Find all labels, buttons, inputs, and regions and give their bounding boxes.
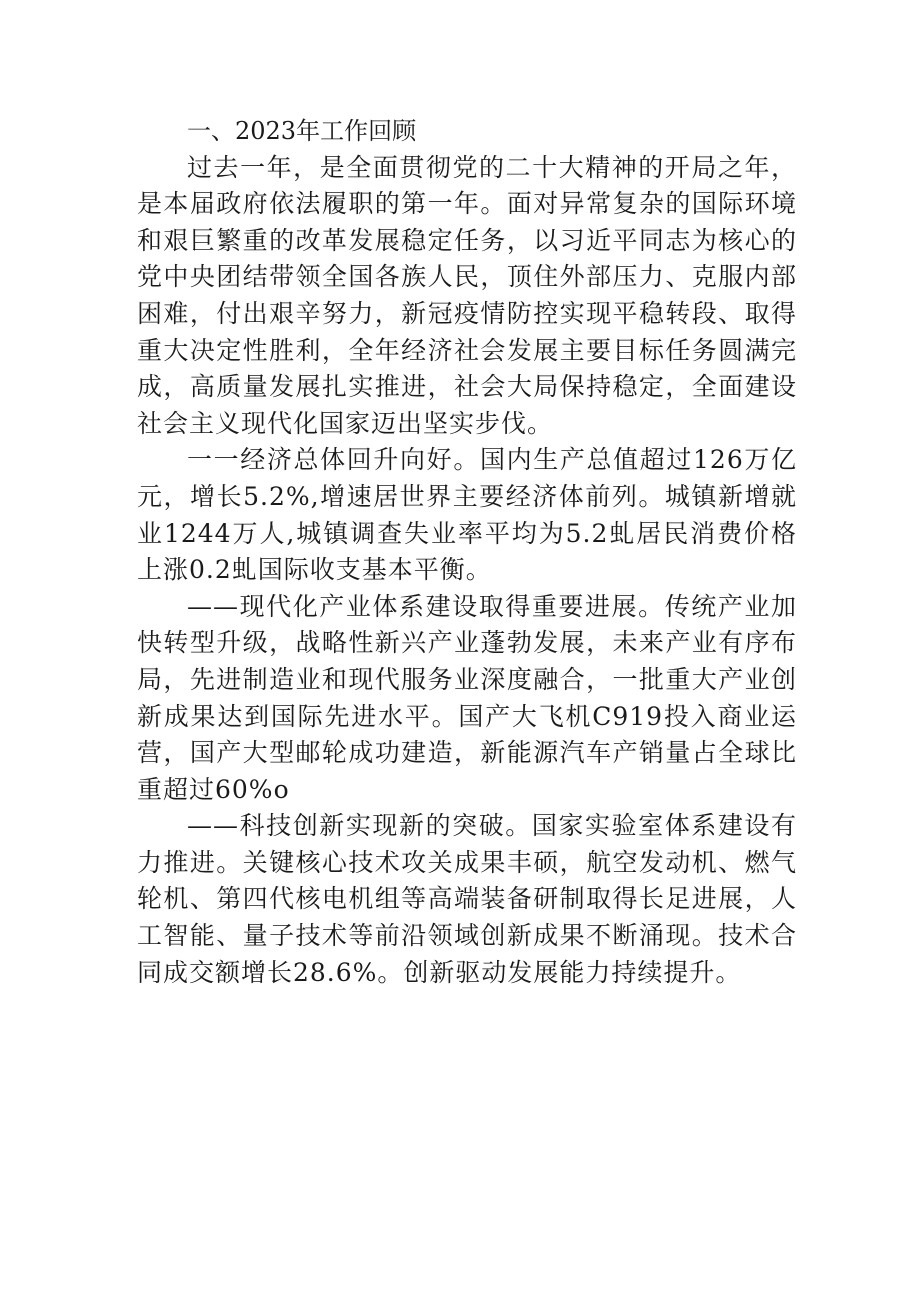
document-body [137, 113, 797, 991]
paragraph-review-overview: 过去一年，是全面贯彻党的二十大精神的开局之年，是本届政府依法履职的第一年。面对异常复杂的国际环境和艰巨繁重的改革发展稳定任务，以习近平同志为核心的党中央团结带领全国各族人民，顶住外部压力、克服内部困难，付出艰辛努力，新冠疫情防控实现平稳转段、取得重大决定性胜利，全年经济社会发展主要目标任务圆满完成，高质量发展扎实推进，社会大局保持稳定，全面建设社会主义现代化国家迈出坚实步伐。 [137, 152, 797, 438]
section-heading: 一、2023年工作回顾 [187, 117, 417, 145]
paragraph-economy: 一一经济总体回升向好。国内生产总值超过126万亿元，增长5.2%,增速居世界主要经济体前列。城镇新增就业1244万人,城镇调查失业率平均为5.2虬居民消费价格上涨0.2虬国际收支基本平衡。 [137, 445, 797, 585]
paragraph-technology: ——科技创新实现新的突破。国家实验室体系建设有力推进。关键核心技术攻关成果丰硕，航空发动机、燃气轮机、第四代核电机组等高端装备研制取得长足进展，人工智能、量子技术等前沿领域创新成果不断涌现。技术合同成交额增长28.6%。创新驱动发展能力持续提升。 [137, 811, 797, 987]
paragraph-industry: ——现代化产业体系建设取得重要进展。传统产业加快转型升级，战略性新兴产业蓬勃发展，未来产业有序布局，先进制造业和现代服务业深度融合，一批重大产业创新成果达到国际先进水平。国产大飞机C919投入商业运营，国产大型邮轮成功建造，新能源汽车产销量占全球比重超过60%o [137, 591, 797, 804]
